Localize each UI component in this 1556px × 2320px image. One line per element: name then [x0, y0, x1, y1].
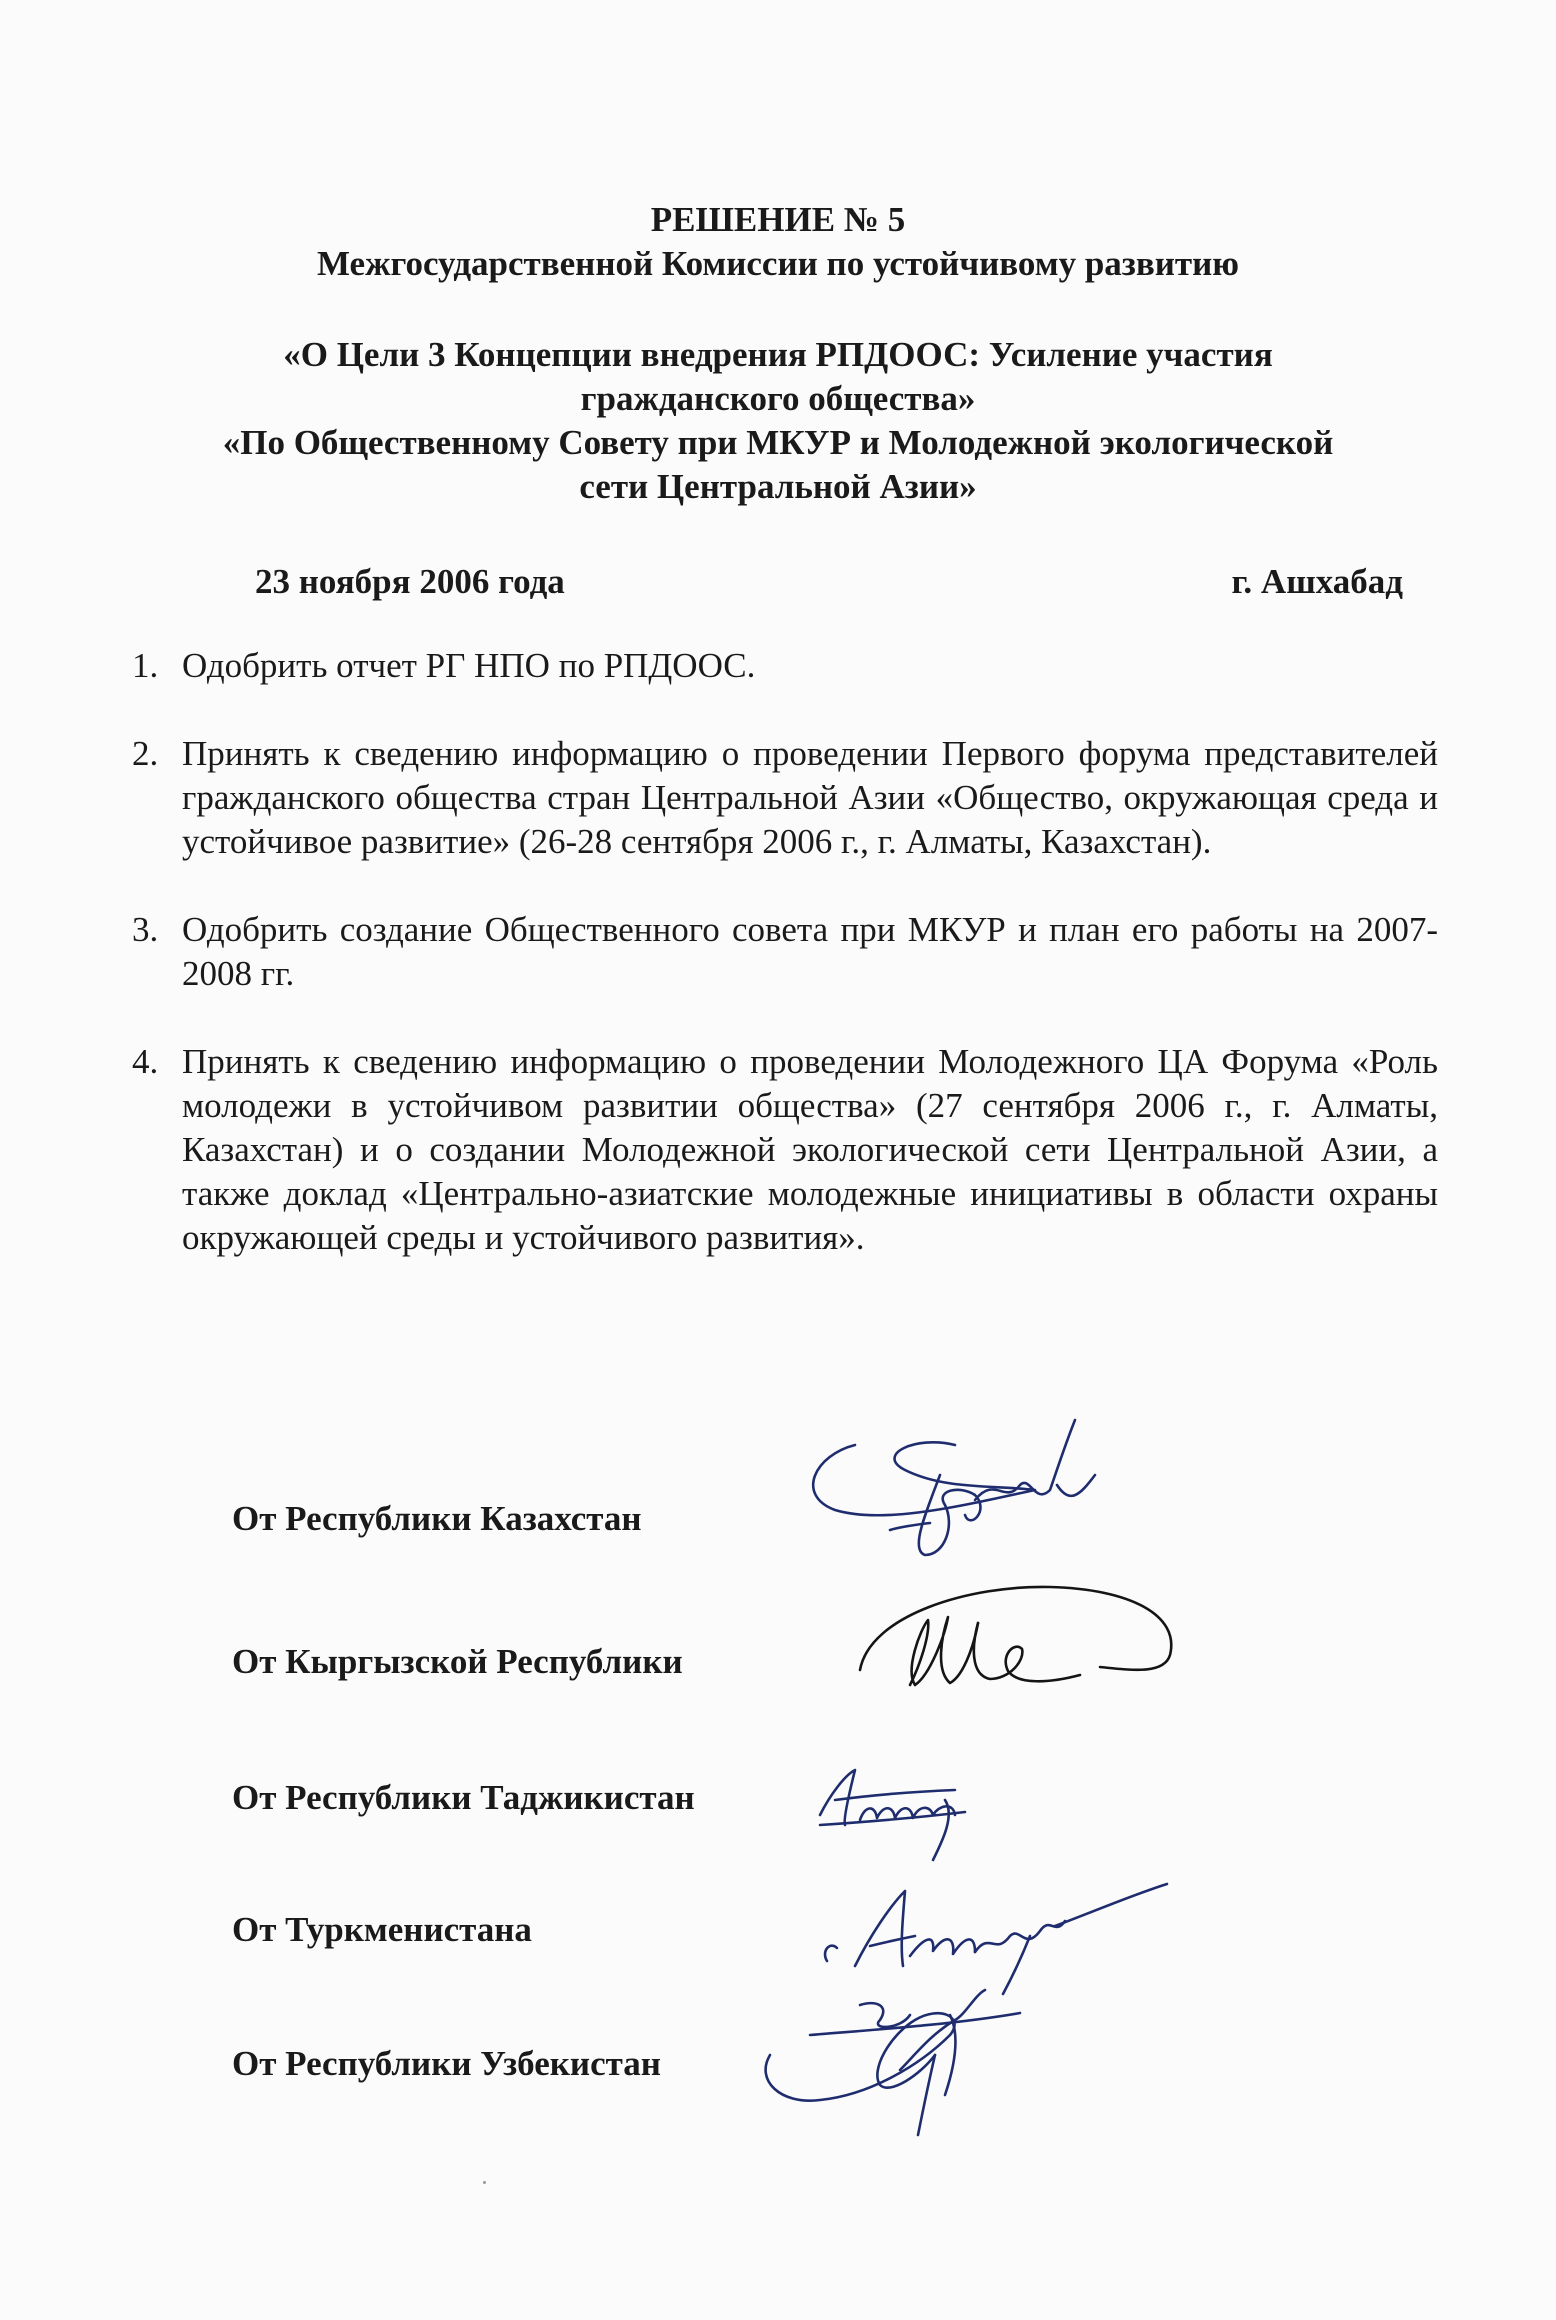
commission-name: Межгосударственной Комиссии по устойчивому развитию	[316, 244, 1240, 283]
subject-line: «По Общественному Совету при МКУР и Молодежной экологической	[222, 423, 1334, 462]
signature-kyrgyzstan	[850, 1575, 1190, 1725]
signature-block-tajikistan	[0, 1776, 1556, 1836]
signature-uzbekistan	[750, 1975, 1040, 2150]
item-number: 2.	[132, 734, 159, 773]
item-text: Одобрить создание Общественного совета при МКУР и план его работы на 2007-2008 гг.	[182, 910, 1438, 993]
item-number: 4.	[132, 1042, 159, 1081]
decision-number: РЕШЕНИЕ № 5	[650, 200, 906, 239]
decision-place: г. Ашхабад	[1231, 562, 1403, 601]
item-text: Одобрить отчет РГ НПО по РПДООС.	[182, 646, 756, 685]
signature-block-kazakhstan	[0, 1497, 1556, 1557]
signatory-label: От Республики Узбекистан	[232, 2044, 661, 2083]
signatory-label: От Туркменистана	[232, 1910, 532, 1949]
subject-line: гражданского общества»	[580, 379, 976, 418]
decision-subject	[0, 333, 1556, 509]
decision-item	[132, 644, 1438, 688]
signature-kazakhstan	[795, 1415, 1175, 1590]
scan-speck	[483, 2181, 486, 2184]
decision-item	[132, 732, 1438, 864]
decision-item	[132, 908, 1438, 996]
subject-line: сети Центральной Азии»	[579, 467, 977, 506]
subject-line: «О Цели 3 Концепции внедрения РПДООС: Усиление участия	[283, 335, 1273, 374]
signature-tajikistan	[805, 1760, 985, 1870]
item-text: Принять к сведению информацию о проведении Молодежного ЦА Форума «Роль молодежи в устойчивом развитии общества» (27 сентября 2006 г., г. Алматы, Казахстан) и о создании Молодежной экологической сети Центральной Азии, а также доклад «Центрально-азиатские молодежные инициативы в области охраны окружающей среды и устойчивого развития».	[182, 1042, 1438, 1257]
decision-date: 23 ноября 2006 года	[255, 562, 565, 601]
signature-block-kyrgyzstan	[0, 1640, 1556, 1700]
decision-items	[132, 644, 1438, 1304]
signatory-label: От Кыргызской Республики	[232, 1642, 683, 1681]
signatory-label: От Республики Казахстан	[232, 1499, 642, 1538]
item-number: 3.	[132, 910, 159, 949]
decision-title	[0, 198, 1556, 286]
item-text: Принять к сведению информацию о проведении Первого форума представителей гражданского общества стран Центральной Азии «Общество, окружающая среда и устойчивое развитие» (26-28 сентября 2006 г., г. Алматы, Казахстан).	[182, 734, 1438, 861]
signature-block-turkmenistan	[0, 1908, 1556, 1968]
signatory-label: От Республики Таджикистан	[232, 1778, 695, 1817]
decision-item	[132, 1040, 1438, 1260]
item-number: 1.	[132, 646, 159, 685]
